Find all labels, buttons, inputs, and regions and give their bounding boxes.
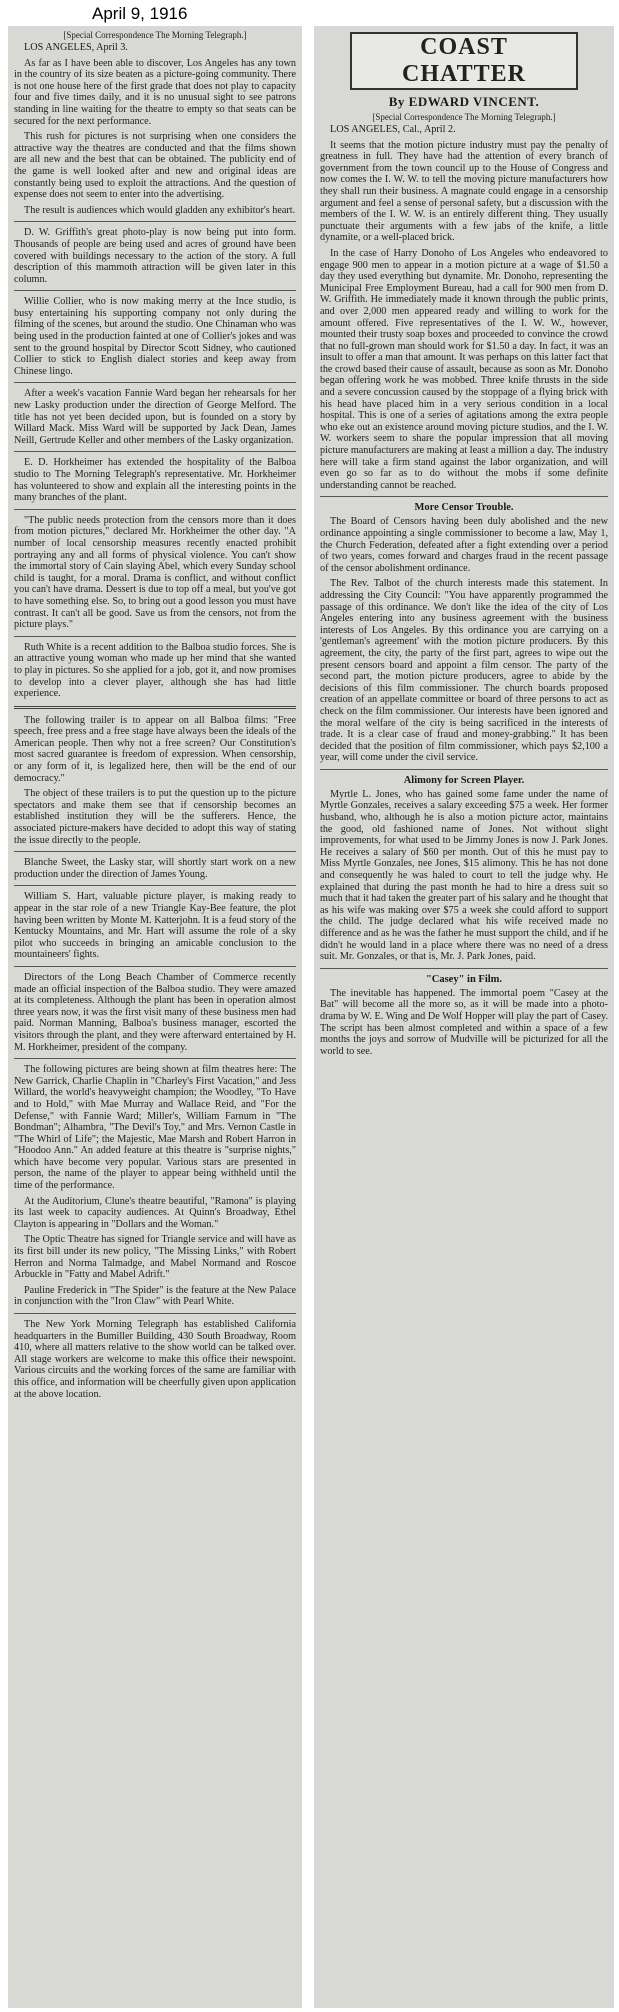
paragraph: It seems that the motion picture industry must pay the penalty of greatness in full. They have had the attention of every branch of government from the town council up to the House of Congress and now comes the I. W. W. to tell the moving picture manufacturers how they shall run their business. A magnate could engage in a censorship argument and feel a sense of personal safety, but a discussion with the members of the I. W. W. is an entirely different thing. They usually punctuate their arguments with a few jabs of the knife, a little dynamite, or a well-placed brick. (320, 139, 608, 244)
divider (14, 221, 296, 222)
paragraph: At the Auditorium, Clune's theatre beautiful, "Ramona" is playing its last week to capacity audiences. At Quinn's Broadway, Ethel Clayton is appearing in "Dollars and the Woman." (14, 1195, 296, 1230)
paragraph: E. D. Horkheimer has extended the hospitality of the Balboa studio to The Morning Telegraph's representative. Mr. Horkheimer has volunteered to show and explain all the interesting points in the many branches of the plant. (14, 457, 296, 504)
paragraph: This rush for pictures is not surprising when one considers the attractive way the theatres are conducted and that the films shown are all new and the best that can be obtained. The publicity end of the game is well looked after and new and original ideas are constantly being used to exploit the attractions. And the question of expense does not seem to enter into the advertising. (14, 131, 296, 201)
divider (14, 382, 296, 383)
paragraph: After a week's vacation Fannie Ward began her rehearsals for her new Lasky production under the direction of George Melford. The title has not yet been decided upon, but is founded on a story by Willard Mack. Miss Ward will be supported by Jack Dean, James Neill, Gertrude Keller and other members of the Lasky organization. (14, 388, 296, 446)
paragraph: Directors of the Long Beach Chamber of Commerce recently made an official inspection of the Balboa studio. They were amazed at its completeness. Although the plant has been in operation almost three years now, it was the first visit many of these business men had paid. Norman Manning, Balboa's business manager, escorted the visitors through the plant, and they were afterward entertained by H. M. Horkheimer, president of the company. (14, 971, 296, 1053)
correspondence-credit: [Special Correspondence The Morning Telegraph.] (63, 30, 247, 40)
divider (320, 968, 608, 969)
divider (14, 706, 296, 709)
divider (14, 636, 296, 637)
divider (14, 290, 296, 291)
paragraph: Ruth White is a recent addition to the Balboa studio forces. She is an attractive young woman who made up her mind that she wanted to play in pictures. So she applied for a job, got it, and now promises to develop into a clever player, although she has had little experience. (14, 641, 296, 700)
paragraph: "The public needs protection from the censors more than it does from motion pictures," declared Mr. Horkheimer the other day. "A number of local censorship measures recently enacted prohibit portraying any and all forms of physical violence. You can't show the immortal story of Cain slaying Abel, which every Sunday school child is taught, for a moral. Drama is conflict, and without conflict you can't have drama. Dessert is due to top off a meal, but you've got to have something else. So, to bring out a good lesson you must have contrast. It can't all be good. Save us from the censors, not from the picture plays." (14, 514, 296, 631)
paragraph: Pauline Frederick in "The Spider" is the feature at the New Palace in conjunction with the "Iron Claw" with Pearl White. (14, 1284, 296, 1308)
divider (14, 851, 296, 852)
divider (14, 1313, 296, 1314)
section-heading: More Censor Trouble. (414, 502, 514, 514)
paragraph: The following trailer is to appear on all Balboa films: "Free speech, free press and a free stage have always been the ideals of the American people. Then why not a free screen? Our Constitution's most sacred guarantee is freedom of expression. When censorship, or any form of it, is legalized here, then will be the end of our democracy." (14, 714, 296, 784)
paragraph: The New York Morning Telegraph has established California headquarters in the Bumiller Building, 430 South Broadway, Room 410, where all matters relative to the show world can be talked over. All stage workers are welcome to make this office their newspoint. Various circuits and the working forces of the same are familiar with this office, and information will be cheerfully given upon application at the above location. (14, 1319, 296, 1400)
paragraph: Willie Collier, who is now making merry at the Ince studio, is busy entertaining his supporting company not only during the filming of the scenes, but around the studio. One Chinaman who was being used in the production fainted at one of Collier's jokes and was sent to the ground hospital by Director Scott Sidney, who cautioned Collier to stick to English dialect stories and keep away from Chinese lingo. (14, 296, 296, 377)
left-article-column (8, 26, 302, 2008)
divider (14, 1058, 296, 1059)
paragraph: D. W. Griffith's great photo-play is now being put into form. Thousands of people are being used and acres of ground have been covered with buildings necessary to the action of the story. A full description of this mammoth attraction will be given later in this column. (14, 227, 296, 285)
right-article-column (314, 26, 614, 2008)
byline: By EDWARD VINCENT. (388, 94, 540, 109)
divider (14, 966, 296, 967)
paragraph: William S. Hart, valuable picture player, is making ready to appear in the star role of a new Triangle Kay-Bee feature, the plot having been written by Monte M. Katterjohn. It is a feud story of the Kentucky Mountains, and Mr. Hart will assume the role of a sky pilot who succeeds in bringing an amicable conclusion to the mountaineers' fights. (14, 891, 296, 961)
divider (14, 509, 296, 510)
divider (320, 769, 608, 770)
date-label: April 9, 1916 (92, 4, 188, 23)
paragraph: The inevitable has happened. The immortal poem "Casey at the Bat" will become all the more so, as it will be made into a photo-drama by W. E. Wing and De Wolf Hopper will play the part of Casey. The script has been almost completed and within a space of a few months the joys and sorrow of Mudville will be picturized for all the world to see. (320, 987, 608, 1057)
article-dateline: LOS ANGELES, Cal., April 2. (330, 124, 456, 135)
section-heading: Alimony for Screen Player. (403, 774, 525, 786)
divider (14, 885, 296, 886)
paragraph: The Optic Theatre has signed for Triangle service and will have as its first bill under its new policy, "The Missing Links," with Robert Herron and Norma Talmadge, and Mabel Normand and Roscoe Arbuckle in "Fatty and Mabel Adrift." (14, 1234, 296, 1281)
paragraph: In the case of Harry Donoho of Los Angeles who endeavored to engage 900 men to appear in a motion picture at a wage of $1.50 a day they used everything but dynamite. Mr. Donoho, representing the Municipal Free Employment Bureau, had a call for 900 men from D. W. Griffith. He immediately made it known through the public prints, and over 2,000 men appeared ready and willing to work for the amount offered. Five representatives of the I. W. W., however, mounted their trusty soap boxes and proceeded to convince the crowd that no full-grown man should work for $1.50 a day. In fact, it was an insult to offer a man that amount. It was perhaps on this latter fact that the crowd based their cause of assault, because as soon as Mr. Donoho began offering work he was mobbed. Three knife thrusts in the side and a severe concussion caused by the stoppage of a flying brick with his head have placed him in a very serious condition in a local hospital. This is one of a series of agitations among the extra people who eke out an existence around moving picture studios, and the I. W. W. workers seem to share the popular impression that all moving picture manufacturers are making at least a million a day. The industry here will take a firm stand against the labor organization, and will even go so far as to do without the mobs if some definite understanding cannot be reached. (320, 247, 608, 491)
paragraph: The following pictures are being shown at film theatres here: The New Garrick, Charlie Chaplin in "Charley's First Vacation," and Jess Willard, the world's heavyweight champion; the Woodley, "To Have and to Hold," with Mae Murray and Wallace Reid, and "For the Defense," with Fannie Ward; Miller's, William Farnum in "The Bondman"; Alhambra, "The Devil's Toy," and Mrs. Vernon Castle in "The Whirl of Life"; the Majestic, Mae Marsh and Robert Harron in "Hoodoo Ann." An added feature at this theatre is "surprise nights," which have become very popular. Various stars are presented in person, the name of the player to appear being withheld until the time of the performance. (14, 1064, 296, 1192)
article-dateline: LOS ANGELES, April 3. (24, 42, 128, 53)
paragraph: The result is audiences which would gladden any exhibitor's heart. (24, 204, 296, 216)
column-masthead: COAST CHATTER (350, 32, 578, 90)
section-heading: "Casey" in Film. (425, 973, 503, 985)
paragraph: Myrtle L. Jones, who has gained some fame under the name of Myrtle Gonzales, receives a salary exceeding $75 a week. Her former husband, who, although he is also a motion picture actor, maintains the good, old fashioned name of Jones. Not without slight improvements, for what used to be Jimmy Jones is now J. Park Jones. He receives a salary of $60 per month. Out of this he must pay to Miss Myrtle Gonzales, nee Jones, $15 alimony. This he has not done and consequently he was haled to court to tell the judge why. He explained that during the past month he had to hire a dress suit so much that it had taken the greater part of his salary and he thought that as his wife was making over $75 a week she could afford to support the child. The judge declared what his wife received made no difference and as he was the father he must support the child, and if he didn't he would land in a place where there was no need of a dress suit. Mr. Gonzales, or that is, Mr. J. Park Jones, paid. (320, 788, 608, 963)
divider (14, 451, 296, 452)
paragraph: Blanche Sweet, the Lasky star, will shortly start work on a new production under the direction of James Young. (14, 857, 296, 880)
divider (320, 496, 608, 497)
paragraph: The object of these trailers is to put the question up to the picture spectators and make them see that if censorship becomes an established institution they will be the sufferers. Hence, the associated picture-makers have decided to adopt this way of stating the issue directly to the people. (14, 788, 296, 846)
paragraph: As far as I have been able to discover, Los Angeles has any town in the country of its size beaten as a picture-going community. There is not one house here of the first grade that does not play to capacity four and five times daily, and it is no unusual sight to see patrons standing in line waiting for the theatre to empty so that seats can be secured for the next performance. (14, 57, 296, 127)
correspondence-credit: [Special Correspondence The Morning Telegraph.] (372, 112, 556, 122)
paragraph: The Board of Censors having been duly abolished and the new ordinance appointing a single commissioner to become a law, May 1, the Church Federation, defeated after a fight extending over a period of two years, comes forward and charges fraud in the recent passage of the censor abolishment ordinance. (320, 516, 608, 574)
paragraph: The Rev. Talbot of the church interests made this statement. In addressing the City Council: "You have apparently programmed the passage of this ordinance. We don't like the idea of the city of Los Angeles entering into any business agreement with the business interests of Los Angeles. By this ordinance you are carrying on a 'gentleman's agreement' with the motion picture producers. By this agreement, the city, the party of the first part, agrees to wipe out the present censors board and appoint a film censor. The party of the second part, the motion picture producers, agree to abide by the decisions of this film commissioner. The church boards proposed creation of an appellate committee or board of three persons to act as check on the film commissioner. Our interests have been ignored and the moral welfare of the city is being sacrificed in the interests of trade. It is a clear case of fraud and money-grabbing." It has been decided that the position of film commissioner, which pays $2,100 a year, will come under the civil service. (320, 578, 608, 764)
